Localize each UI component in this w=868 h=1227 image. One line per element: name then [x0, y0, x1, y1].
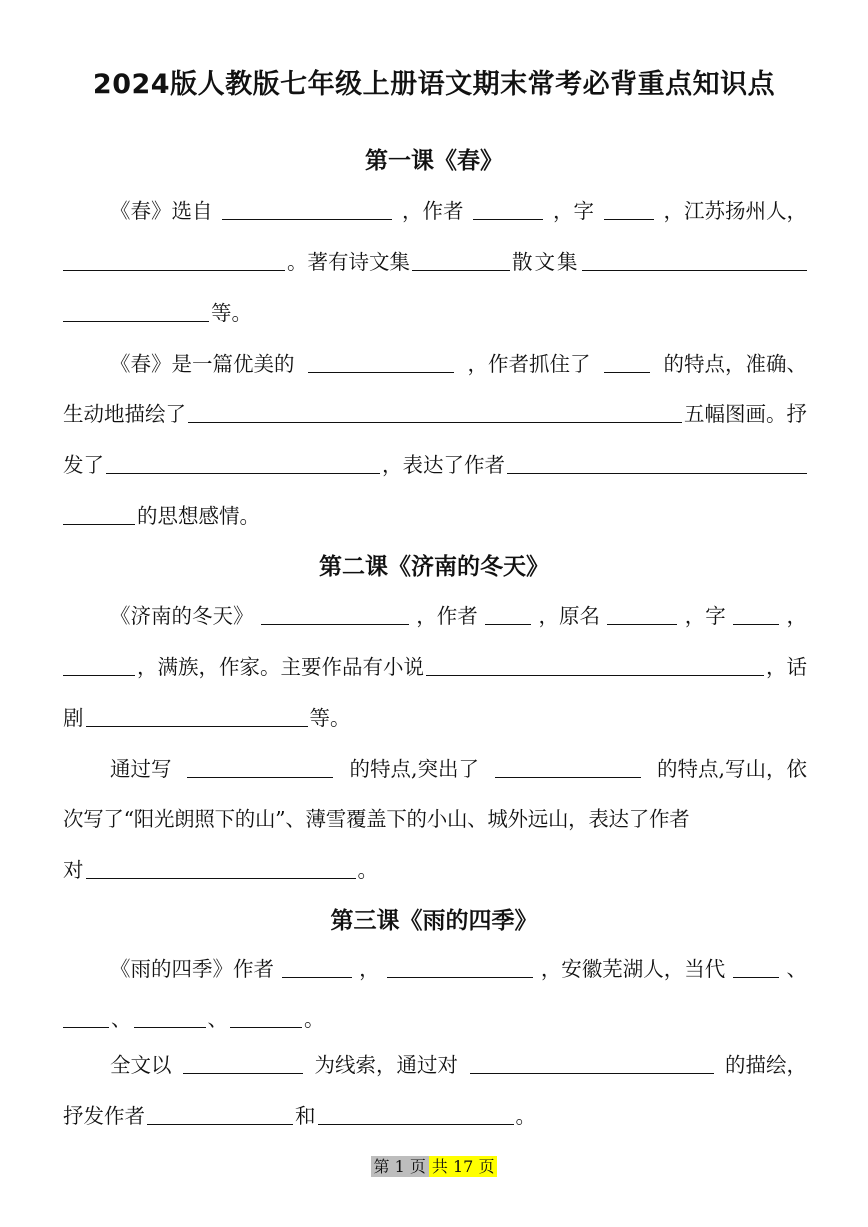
page-footer [0, 1154, 868, 1177]
fill-blank [63, 651, 135, 676]
document-title: 2024版人教版七年级上册语文期末常考必背重点知识点 [92, 69, 776, 100]
text: 五幅图画。抒 [684, 402, 807, 426]
text: 《济南的冬天》 [110, 604, 254, 628]
text: ， [786, 604, 807, 628]
fill-blank [582, 246, 808, 271]
fill-blank [308, 348, 454, 373]
fill-blank [134, 1003, 206, 1028]
fill-blank [426, 651, 764, 676]
fill-blank [106, 449, 380, 474]
lesson-1-heading: 第一课《春》 [365, 147, 503, 174]
lesson-1-line-1 [110, 192, 807, 224]
text: 的特点,写山，依 [656, 757, 807, 781]
lesson-3-heading: 第三课《雨的四季》 [330, 907, 538, 934]
text: 抒发作者 [63, 1104, 145, 1128]
fill-blank [604, 195, 654, 220]
current-page: 第 1 页 [371, 1156, 429, 1177]
fill-blank [733, 953, 779, 978]
text: ，原名 [538, 604, 600, 628]
lesson-1-line-3 [63, 294, 807, 326]
fill-blank [86, 854, 356, 879]
text: 。 [357, 858, 378, 882]
fill-blank [147, 1100, 293, 1125]
lesson-3-line-4 [63, 1097, 807, 1129]
text: 散文集 [512, 250, 580, 274]
text: 等。 [309, 706, 351, 730]
fill-blank [507, 449, 807, 474]
lesson-2-line-5 [63, 800, 807, 832]
text: 等。 [211, 301, 252, 325]
text: 的特点,突出了 [349, 757, 479, 781]
text: 发了 [63, 453, 104, 477]
text: 。 [515, 1104, 536, 1128]
lesson-1-line-6 [63, 446, 807, 478]
text: 、 [111, 1007, 132, 1031]
fill-blank [318, 1100, 514, 1125]
text: 《春》是一篇优美的 [110, 352, 295, 376]
text: ，话 [766, 655, 807, 679]
fill-blank [183, 1049, 303, 1074]
text: 的特点，准确、 [663, 352, 807, 376]
fill-blank [187, 753, 333, 778]
fill-blank [485, 600, 531, 625]
fill-blank [604, 348, 650, 373]
fill-blank [222, 195, 392, 220]
text: 和 [295, 1104, 316, 1128]
lesson-2-line-2 [63, 648, 807, 680]
lesson-1-line-4 [110, 345, 807, 377]
text: 、 [786, 957, 807, 981]
fill-blank [495, 753, 641, 778]
lesson-2-line-6 [63, 851, 807, 883]
text: 《雨的四季》作者 [110, 957, 274, 981]
fill-blank [188, 398, 682, 423]
fill-blank [261, 600, 409, 625]
text: 全文以 [110, 1053, 172, 1077]
text: 为线索，通过对 [314, 1053, 458, 1077]
fill-blank [733, 600, 779, 625]
text: 、 [207, 1007, 228, 1031]
total-pages: 共 17 页 [429, 1156, 498, 1177]
fill-blank [63, 246, 285, 271]
fill-blank [412, 246, 510, 271]
text: 通过写 [110, 757, 172, 781]
fill-blank [387, 953, 533, 978]
text: ， [359, 957, 380, 981]
fill-blank [470, 1049, 714, 1074]
text: 的思想感情。 [137, 504, 260, 528]
fill-blank [63, 1003, 109, 1028]
lesson-1-line-2 [63, 243, 807, 275]
text: ，江苏扬州人， [663, 199, 807, 223]
text: 的描绘， [725, 1053, 807, 1077]
text: ，安徽芜湖人，当代 [540, 957, 726, 981]
text: ，作者 [416, 604, 478, 628]
text: 。著有诗文集 [287, 250, 410, 274]
lesson-2-line-3 [63, 699, 807, 731]
text: ，字 [684, 604, 726, 628]
fill-blank [282, 953, 352, 978]
lesson-2-line-1 [110, 597, 807, 629]
fill-blank [63, 297, 209, 322]
text: 生动地描绘了 [63, 402, 186, 426]
text: ，表达了作者 [382, 453, 505, 477]
text: ，作者抓住了 [467, 352, 591, 376]
lesson-1-line-7 [63, 497, 807, 529]
fill-blank [86, 702, 308, 727]
lesson-3-line-3 [110, 1046, 807, 1078]
text: ，满族，作家。主要作品有小说 [137, 655, 424, 679]
fill-blank [63, 500, 135, 525]
lesson-1-line-5 [63, 395, 807, 427]
text: 剧 [63, 706, 84, 730]
fill-blank [607, 600, 677, 625]
text: 。 [304, 1007, 325, 1031]
text: ，字 [553, 199, 594, 223]
fill-blank [473, 195, 543, 220]
fill-blank [230, 1003, 302, 1028]
lesson-2-heading: 第二课《济南的冬天》 [319, 553, 549, 580]
text: 对 [63, 858, 84, 882]
text: 《春》选自 [110, 199, 213, 223]
text: ，作者 [402, 199, 464, 223]
lesson-3-line-1 [110, 950, 807, 982]
lesson-2-line-4 [110, 750, 807, 782]
lesson-3-line-2 [63, 1000, 807, 1032]
text: 次写了“阳光朗照下的山”、薄雪覆盖下的小山、城外远山，表达了作者 [63, 807, 690, 831]
